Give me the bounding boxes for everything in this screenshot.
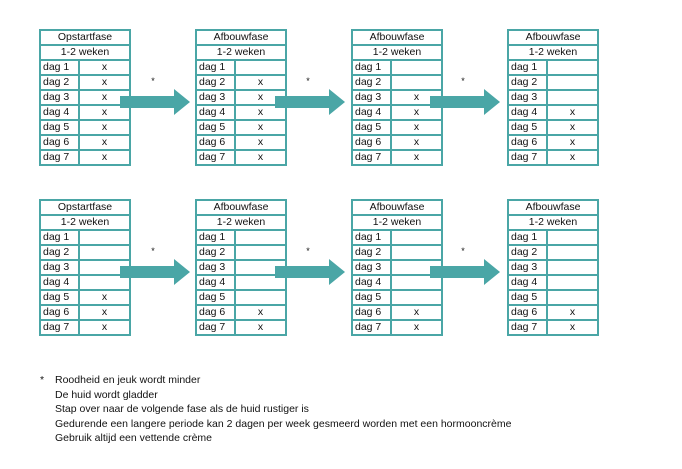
day-row xyxy=(41,276,129,289)
day-label: dag 6 xyxy=(353,136,390,149)
day-label: dag 7 xyxy=(509,151,546,164)
day-label: dag 3 xyxy=(41,261,78,274)
day-label: dag 4 xyxy=(509,106,546,119)
day-mark: x xyxy=(80,306,129,319)
note-text: Roodheid en jeuk wordt minder xyxy=(55,374,201,386)
day-row xyxy=(197,261,285,274)
day-label: dag 4 xyxy=(353,106,390,119)
day-label: dag 1 xyxy=(197,231,234,244)
day-mark: x xyxy=(236,306,285,319)
day-label: dag 3 xyxy=(353,91,390,104)
day-label: dag 1 xyxy=(353,231,390,244)
day-label: dag 7 xyxy=(41,321,78,334)
day-label: dag 6 xyxy=(41,136,78,149)
note-line-1 xyxy=(40,373,511,388)
day-label: dag 5 xyxy=(41,121,78,134)
day-mark xyxy=(236,246,285,259)
day-mark: x xyxy=(392,121,441,134)
phase-title: Afbouwfase xyxy=(353,31,441,44)
day-row xyxy=(197,231,285,244)
day-row xyxy=(509,276,597,289)
day-label: dag 3 xyxy=(509,261,546,274)
day-mark: x xyxy=(80,91,129,104)
day-label: dag 1 xyxy=(509,231,546,244)
day-mark xyxy=(80,231,129,244)
day-row xyxy=(353,106,441,119)
day-mark xyxy=(392,61,441,74)
right-arrow-icon xyxy=(430,89,500,115)
day-row xyxy=(509,136,597,149)
day-label: dag 3 xyxy=(353,261,390,274)
note-line-2: De huid wordt gladder xyxy=(55,388,158,401)
day-row xyxy=(353,61,441,74)
day-row xyxy=(509,291,597,304)
day-mark xyxy=(548,276,597,289)
day-label: dag 4 xyxy=(509,276,546,289)
day-mark: x xyxy=(548,106,597,119)
day-mark: x xyxy=(80,151,129,164)
day-row xyxy=(197,321,285,334)
day-row xyxy=(197,106,285,119)
day-label: dag 7 xyxy=(353,321,390,334)
day-label: dag 2 xyxy=(197,246,234,259)
connector-asterisk: * xyxy=(151,76,155,86)
phase-table xyxy=(39,29,131,166)
day-label: dag 7 xyxy=(41,151,78,164)
day-label: dag 3 xyxy=(41,91,78,104)
day-row xyxy=(509,246,597,259)
phase-title: Opstartfase xyxy=(41,31,129,44)
day-mark: x xyxy=(236,106,285,119)
day-label: dag 4 xyxy=(41,106,78,119)
day-row xyxy=(197,121,285,134)
day-mark xyxy=(236,61,285,74)
day-row xyxy=(353,136,441,149)
day-mark: x xyxy=(80,136,129,149)
phase-duration: 1-2 weken xyxy=(41,46,129,59)
day-mark xyxy=(548,291,597,304)
connector-asterisk: * xyxy=(151,246,155,256)
day-label: dag 4 xyxy=(197,106,234,119)
day-row xyxy=(41,306,129,319)
day-row xyxy=(41,121,129,134)
day-mark: x xyxy=(80,76,129,89)
day-mark: x xyxy=(80,106,129,119)
day-mark: x xyxy=(392,106,441,119)
day-row xyxy=(509,76,597,89)
day-mark xyxy=(548,91,597,104)
day-mark xyxy=(392,291,441,304)
day-mark xyxy=(236,231,285,244)
day-label: dag 2 xyxy=(41,76,78,89)
day-row xyxy=(41,231,129,244)
day-label: dag 5 xyxy=(197,291,234,304)
day-label: dag 1 xyxy=(41,61,78,74)
day-label: dag 5 xyxy=(197,121,234,134)
day-mark: x xyxy=(236,321,285,334)
day-row xyxy=(509,261,597,274)
day-row xyxy=(509,91,597,104)
day-mark: x xyxy=(548,151,597,164)
day-label: dag 6 xyxy=(353,306,390,319)
day-mark xyxy=(236,291,285,304)
day-mark xyxy=(548,76,597,89)
phase-table xyxy=(195,29,287,166)
day-label: dag 7 xyxy=(353,151,390,164)
day-mark: x xyxy=(392,136,441,149)
note-asterisk: * xyxy=(40,374,45,386)
day-mark: x xyxy=(548,306,597,319)
day-label: dag 1 xyxy=(509,61,546,74)
day-row xyxy=(353,306,441,319)
phase-title: Afbouwfase xyxy=(353,201,441,214)
day-row xyxy=(509,306,597,319)
right-arrow-icon xyxy=(275,259,345,285)
day-label: dag 2 xyxy=(41,246,78,259)
day-row xyxy=(353,121,441,134)
day-row xyxy=(353,261,441,274)
day-row xyxy=(353,91,441,104)
day-row xyxy=(41,321,129,334)
day-row xyxy=(197,76,285,89)
day-row xyxy=(41,76,129,89)
day-mark xyxy=(548,246,597,259)
day-mark: x xyxy=(80,291,129,304)
day-row xyxy=(41,91,129,104)
phase-duration: 1-2 weken xyxy=(197,216,285,229)
day-row xyxy=(41,136,129,149)
day-label: dag 4 xyxy=(197,276,234,289)
note-line-3: Stap over naar de volgende fase als de huid rustiger is xyxy=(55,403,309,415)
day-mark: x xyxy=(236,76,285,89)
notes xyxy=(40,373,511,446)
day-row xyxy=(197,306,285,319)
day-mark: x xyxy=(548,121,597,134)
day-row xyxy=(41,291,129,304)
phase-duration: 1-2 weken xyxy=(353,216,441,229)
day-label: dag 7 xyxy=(197,321,234,334)
day-row xyxy=(197,91,285,104)
day-row xyxy=(353,246,441,259)
day-label: dag 7 xyxy=(197,151,234,164)
connector-asterisk: * xyxy=(461,76,465,86)
day-mark: x xyxy=(392,151,441,164)
day-label: dag 3 xyxy=(197,261,234,274)
day-label: dag 2 xyxy=(197,76,234,89)
phase-table xyxy=(507,29,599,166)
day-mark: x xyxy=(236,91,285,104)
phase-duration: 1-2 weken xyxy=(509,216,597,229)
day-label: dag 2 xyxy=(509,246,546,259)
phase-duration: 1-2 weken xyxy=(353,46,441,59)
phase-title: Afbouwfase xyxy=(509,31,597,44)
connector-asterisk: * xyxy=(306,246,310,256)
phase-table xyxy=(39,199,131,336)
phase-title: Afbouwfase xyxy=(509,201,597,214)
day-label: dag 5 xyxy=(353,121,390,134)
day-label: dag 6 xyxy=(509,136,546,149)
day-row xyxy=(197,136,285,149)
day-mark xyxy=(392,246,441,259)
day-label: dag 1 xyxy=(353,61,390,74)
day-mark: x xyxy=(80,61,129,74)
day-mark: x xyxy=(236,151,285,164)
phase-title: Afbouwfase xyxy=(197,201,285,214)
day-mark xyxy=(548,231,597,244)
day-mark: x xyxy=(80,121,129,134)
connector-asterisk: * xyxy=(461,246,465,256)
day-row xyxy=(197,151,285,164)
phase-duration: 1-2 weken xyxy=(41,216,129,229)
day-label: dag 2 xyxy=(353,76,390,89)
right-arrow-icon xyxy=(120,259,190,285)
day-row xyxy=(509,321,597,334)
day-mark: x xyxy=(548,321,597,334)
day-label: dag 3 xyxy=(197,91,234,104)
right-arrow-icon xyxy=(275,89,345,115)
right-arrow-icon xyxy=(430,259,500,285)
day-label: dag 2 xyxy=(353,246,390,259)
day-row xyxy=(509,61,597,74)
day-row xyxy=(353,291,441,304)
day-row xyxy=(509,151,597,164)
day-mark: x xyxy=(392,321,441,334)
day-label: dag 4 xyxy=(353,276,390,289)
day-label: dag 5 xyxy=(509,291,546,304)
day-row xyxy=(41,151,129,164)
phase-table xyxy=(195,199,287,336)
connector-asterisk: * xyxy=(306,76,310,86)
day-mark: x xyxy=(80,321,129,334)
day-mark xyxy=(548,261,597,274)
day-row xyxy=(353,151,441,164)
day-mark xyxy=(548,61,597,74)
day-label: dag 6 xyxy=(197,306,234,319)
day-row xyxy=(353,231,441,244)
phase-title: Opstartfase xyxy=(41,201,129,214)
day-mark xyxy=(80,246,129,259)
day-row xyxy=(353,276,441,289)
day-label: dag 5 xyxy=(353,291,390,304)
day-row xyxy=(353,321,441,334)
day-row xyxy=(197,276,285,289)
day-mark xyxy=(392,76,441,89)
day-row xyxy=(509,106,597,119)
day-row xyxy=(509,121,597,134)
day-row xyxy=(197,61,285,74)
day-mark: x xyxy=(392,91,441,104)
day-label: dag 7 xyxy=(509,321,546,334)
day-row xyxy=(41,246,129,259)
day-label: dag 6 xyxy=(197,136,234,149)
day-label: dag 2 xyxy=(509,76,546,89)
day-mark: x xyxy=(236,121,285,134)
right-arrow-icon xyxy=(120,89,190,115)
day-row xyxy=(41,261,129,274)
day-label: dag 1 xyxy=(41,231,78,244)
day-label: dag 5 xyxy=(509,121,546,134)
day-label: dag 3 xyxy=(509,91,546,104)
day-row xyxy=(509,231,597,244)
phase-table xyxy=(507,199,599,336)
day-mark: x xyxy=(392,306,441,319)
day-mark: x xyxy=(548,136,597,149)
day-row xyxy=(197,246,285,259)
day-mark xyxy=(392,231,441,244)
phase-duration: 1-2 weken xyxy=(197,46,285,59)
day-row xyxy=(353,76,441,89)
note-line-4: Gedurende een langere periode kan 2 dagen per week gesmeerd worden met een hormooncrème xyxy=(55,417,512,430)
note-line-5: Gebruik altijd een vettende crème xyxy=(55,432,213,444)
day-row xyxy=(41,106,129,119)
phase-duration: 1-2 weken xyxy=(509,46,597,59)
day-label: dag 4 xyxy=(41,276,78,289)
day-label: dag 1 xyxy=(197,61,234,74)
day-label: dag 6 xyxy=(509,306,546,319)
day-row xyxy=(41,61,129,74)
phase-title: Afbouwfase xyxy=(197,31,285,44)
day-label: dag 6 xyxy=(41,306,78,319)
day-label: dag 5 xyxy=(41,291,78,304)
day-mark: x xyxy=(236,136,285,149)
day-row xyxy=(197,291,285,304)
